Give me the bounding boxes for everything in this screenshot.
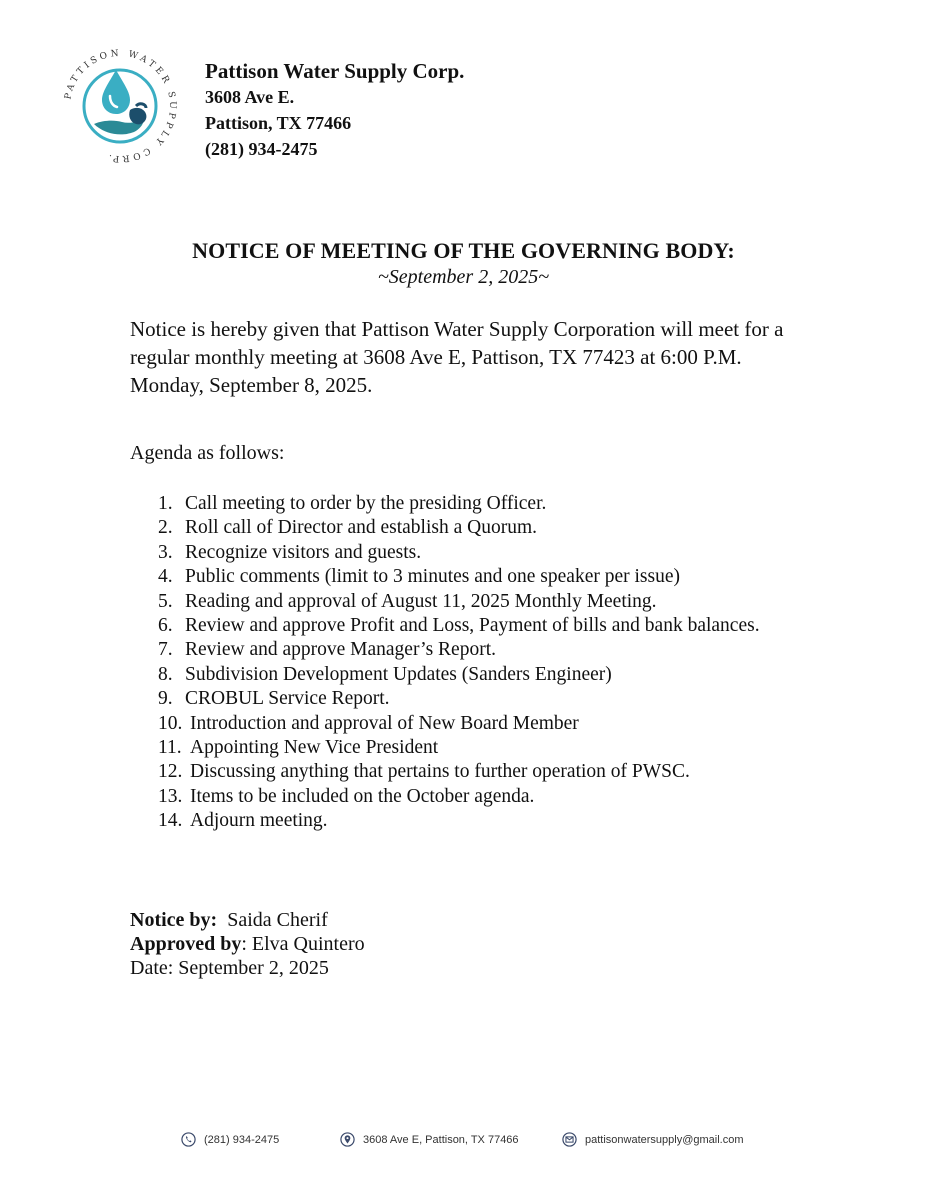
agenda-item-text: Review and approve Manager’s Report. [185,639,497,661]
agenda-item-number: 13. [158,785,183,807]
agenda-item [158,614,760,638]
footer-address-text: 3608 Ave E, Pattison, TX 77466 [363,1133,519,1146]
agenda-item-number: 8. [158,663,173,685]
agenda-item-number: 6. [158,615,173,637]
agenda-item [158,809,760,833]
approved-by-label: Approved by [130,933,242,955]
company-logo [58,44,182,168]
notice-title: NOTICE OF MEETING OF THE GOVERNING BODY: [192,238,735,263]
agenda-item-text: CROBUL Service Report. [185,688,390,710]
approved-by-line [130,932,365,956]
page-footer [0,1132,927,1152]
notice-date-line: ~September 2, 2025~ [377,266,550,288]
footer-email-text: pattisonwatersupply@gmail.com [585,1133,744,1146]
notice-intro: Notice is hereby given that Pattison Water Supply Corporation will meet for a regular monthly meeting at 3608 Ave E, Pattison, TX 77423 at 6:00 P.M. Monday, September 8, 2025. [130,317,784,397]
agenda-item [158,590,760,614]
notice-by-value: Saida Cherif [227,909,328,931]
agenda-item-text: Appointing New Vice President [190,737,439,759]
agenda-item [158,687,760,711]
agenda-item-text: Discussing anything that pertains to further operation of PWSC. [190,761,690,783]
agenda-item-text: Introduction and approval of New Board Member [190,712,579,734]
agenda-list [158,492,760,834]
agenda-item-number: 14. [158,810,183,832]
agenda-item [158,516,760,540]
footer-address [340,1132,519,1147]
agenda-item [158,492,760,516]
agenda-item-number: 4. [158,566,173,588]
agenda-item [158,541,760,565]
agenda-item-number: 9. [158,688,173,710]
agenda-item [158,785,760,809]
agenda-item-text: Review and approve Profit and Loss, Payment of bills and bank balances. [185,615,760,637]
agenda-item-number: 7. [158,639,173,661]
agenda-item [158,712,760,736]
agenda-item [158,736,760,760]
agenda-item-text: Reading and approval of August 11, 2025 Monthly Meeting. [185,590,657,612]
agenda-item-text: Adjourn meeting. [190,810,328,832]
approved-by-value: : Elva Quintero [241,933,365,955]
agenda-item [158,638,760,662]
email-icon [562,1132,577,1147]
footer-phone [181,1132,279,1147]
footer-email [562,1132,744,1147]
agenda-item [158,565,760,589]
location-pin-icon [340,1132,355,1147]
letterhead [205,58,464,162]
agenda-item-number: 2. [158,517,173,539]
phone-icon [181,1132,196,1147]
agenda-item-number: 11. [158,737,182,759]
agenda-item-number: 10. [158,712,183,734]
company-street: 3608 Ave E. [205,87,295,107]
agenda-heading: Agenda as follows: [130,442,285,464]
agenda-item-number: 12. [158,761,183,783]
svg-text:PATTISON WATER SUPPLY CORP.: PATTISON WATER SUPPLY CORP. [63,48,178,164]
agenda-item-number: 1. [158,493,173,514]
signoff-date: Date: September 2, 2025 [130,957,329,979]
company-city: Pattison, TX 77466 [205,113,352,133]
agenda-item-text: Recognize visitors and guests. [185,541,422,563]
agenda-item-text: Items to be included on the October agenda. [190,785,535,807]
agenda-item [158,663,760,687]
agenda-item [158,760,760,784]
agenda-item-text: Call meeting to order by the presiding Officer. [185,493,547,514]
notice-by-label: Notice by: [130,909,218,931]
agenda-item-text: Roll call of Director and establish a Quorum. [185,517,537,539]
agenda-item-number: 3. [158,541,173,563]
company-phone: (281) 934-2475 [205,139,318,159]
agenda-item-text: Public comments (limit to 3 minutes and one speaker per issue) [185,566,680,588]
water-drop-logo-icon [58,44,182,168]
notice-by-line [130,908,365,932]
company-name: Pattison Water Supply Corp. [205,59,465,83]
agenda-item-number: 5. [158,590,173,612]
footer-phone-text: (281) 934-2475 [204,1133,280,1146]
signoff-block [130,908,365,980]
agenda-item-text: Subdivision Development Updates (Sanders Engineer) [185,663,612,685]
